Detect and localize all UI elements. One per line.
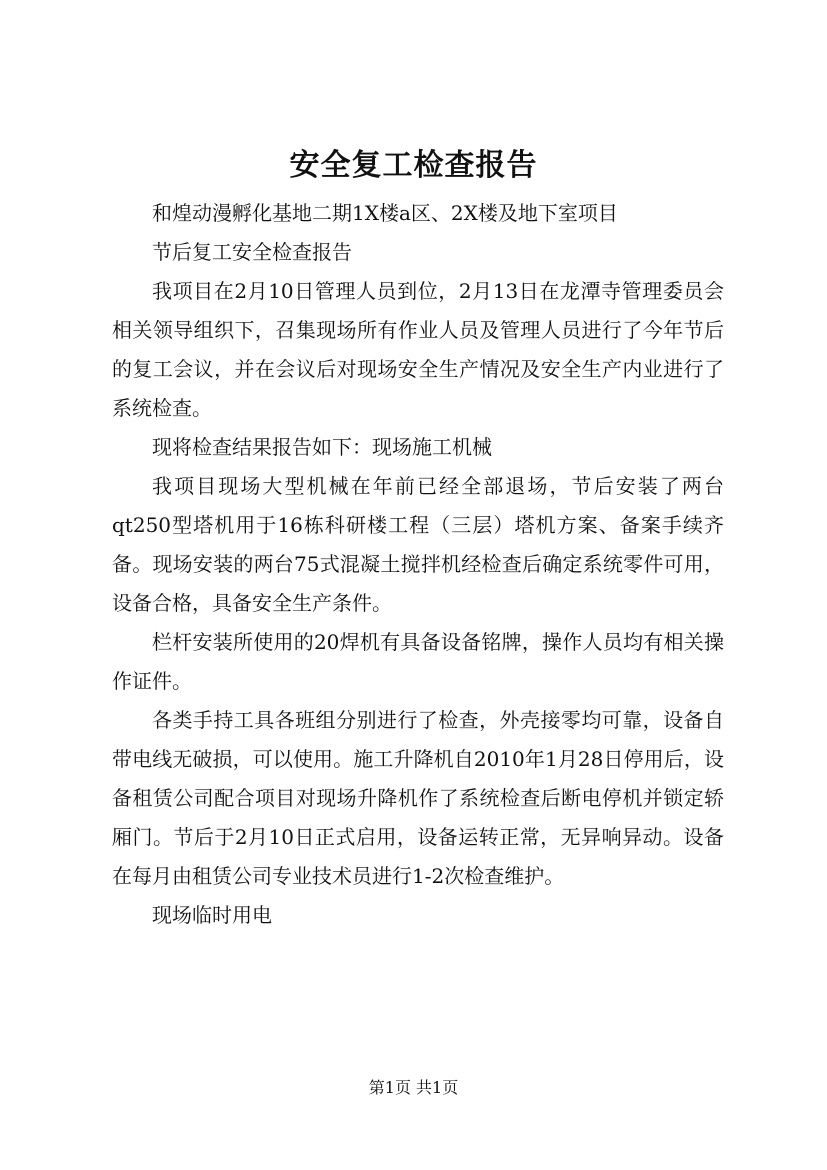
intro-paragraph: 我项目在2月10日管理人员到位，2月13日在龙潭寺管理委员会相关领导组织下，召集现场所有作业人员及管理人员进行了今年节后的复工会议，并在会议后对现场安全生产情况及安全生产内业进行了系统检查。 <box>112 279 724 420</box>
results-intro-paragraph: 现将检查结果报告如下：现场施工机械 <box>152 435 492 459</box>
page-number-footer: 第1页 共1页 <box>368 1078 459 1097</box>
project-name-line: 和煌动漫孵化基地二期1X楼a区、2X楼及地下室项目 <box>152 201 618 225</box>
document-title: 安全复工检查报告 <box>289 148 538 183</box>
report-subtitle-line: 节后复工安全检查报告 <box>152 240 352 264</box>
tools-elevator-paragraph: 各类手持工具各班组分别进行了检查，外壳接零均可靠，设备自带电线无破损，可以使用。施工升降机自2010年1月28日停用后，设备租赁公司配合项目对现场升降机作了系统检查后断电停机并锁定轿厢门。节后于2月10日正式启用，设备运转正常，无异响异动。设备在每月由租赁公司专业技术员进行1-2次检查维护。 <box>112 708 724 888</box>
machinery-paragraph: 我项目现场大型机械在年前已经全部退场，节后安装了两台qt250型塔机用于16栋科研楼工程（三层）塔机方案、备案手续齐备。现场安装的两台75式混凝土搅拌机经检查后确定系统零件可用，设备合格，具备安全生产条件。 <box>112 474 724 615</box>
temporary-power-heading: 现场临时用电 <box>152 903 272 927</box>
welding-paragraph: 栏杆安装所使用的20焊机有具备设备铭牌，操作人员均有相关操作证件。 <box>112 630 724 693</box>
document-body <box>112 194 724 935</box>
